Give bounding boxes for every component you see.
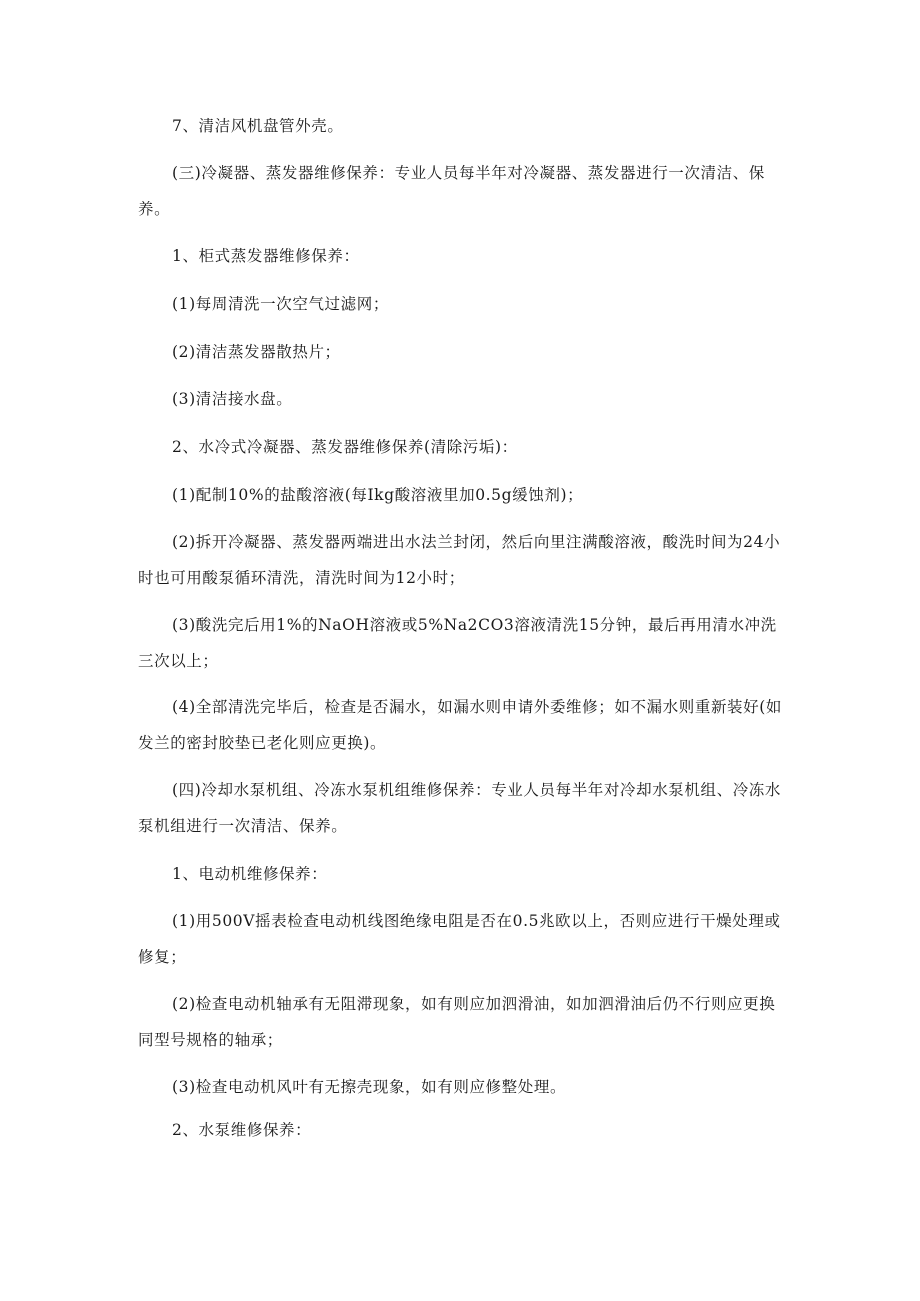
list-item: (1)每周清洗一次空气过滤网； <box>172 295 389 313</box>
list-item: (2)检查电动机轴承有无阻滞现象，如有则应加泗滑油，如加泗滑油后仍不行则应更换同型号规格的轴承； <box>138 995 776 1049</box>
list-item: (3)酸洗完后用1%的NaOH溶液或5%Na2CO3溶液清洗15分钟，最后再用清水冲洗三次以上； <box>138 616 777 670</box>
section-heading-3: (三)冷凝器、蒸发器维修保养：专业人员每半年对冷凝器、蒸发器进行一次清洁、保养。 <box>138 164 765 218</box>
subsection-heading-1: 1、电动机维修保养： <box>172 865 328 883</box>
list-item: (1)用500V摇表检查电动机线图绝缘电阻是否在0.5兆欧以上，否则应进行干燥处理或修复； <box>138 912 781 966</box>
paragraph-item-7: 7、清洁风机盘管外壳。 <box>172 117 344 135</box>
list-item: (3)清洁接水盘。 <box>172 390 293 408</box>
subsection-heading-2: 2、水冷式冷凝器、蒸发器维修保养(清除污垢)： <box>172 438 518 456</box>
list-item: (1)配制10%的盐酸溶液(每Ikg酸溶液里加0.5g缓蚀剂)； <box>172 486 584 504</box>
subsection-heading-1: 1、柜式蒸发器维修保养： <box>172 247 360 265</box>
list-item: (4)全部清洗完毕后，检查是否漏水，如漏水则申请外委维修；如不漏水则重新装好(如发兰的密封胶垫已老化则应更换)。 <box>138 698 783 752</box>
list-item: (3)检查电动机风叶有无擦壳现象，如有则应修整处理。 <box>172 1078 567 1096</box>
subsection-heading-2: 2、水泵维修保养： <box>172 1121 312 1139</box>
section-heading-4: (四)冷却水泵机组、冷冻水泵机组维修保养：专业人员每半年对冷却水泵机组、冷冻水泵机组进行一次清洁、保养。 <box>138 781 781 835</box>
list-item: (2)清洁蒸发器散热片； <box>172 343 341 361</box>
list-item: (2)拆开冷凝器、蒸发器两端进出水法兰封闭，然后向里注满酸溶液，酸洗时间为24小时也可用酸泵循环清洗，清洗时间为12小时； <box>138 533 781 587</box>
